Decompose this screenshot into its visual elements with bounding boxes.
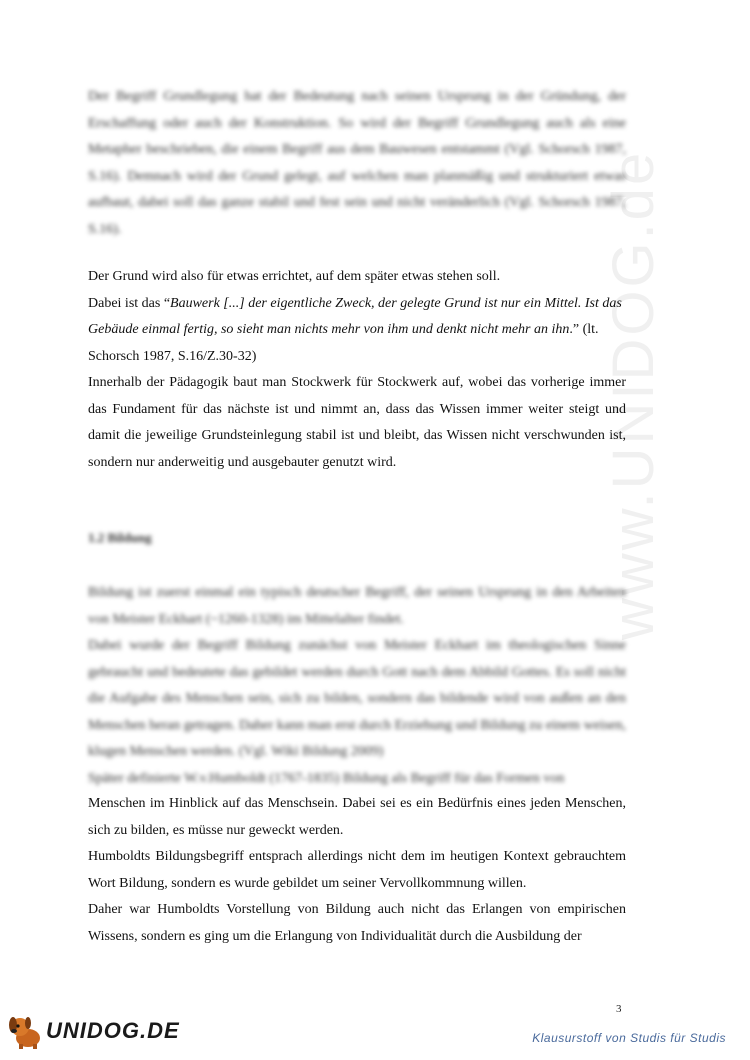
tagline: Klausurstoff von Studis für Studis — [532, 1031, 726, 1045]
unidog-logo[interactable] — [6, 1012, 180, 1050]
humboldt-paragraph: Humboldts Bildungsbegriff entsprach allerdings nicht dem im heutigen Kontext gebrauchtem Wort Bildung, sondern es wurde gebildet um seiner Vervollkommnung willen. — [88, 849, 626, 891]
blurred-section — [88, 580, 626, 792]
quote-citation: .” (lt. Schorsch 1987, S.16/Z.30-32) — [88, 322, 599, 364]
quote-intro: Dabei ist das “ — [88, 295, 171, 311]
grund-paragraph — [88, 264, 626, 370]
blurred-section-paragraph: Später definierte W.v.Humboldt (1767-1835) Bildung als Begriff für das Formen von — [88, 770, 565, 786]
humboldt-section — [88, 791, 626, 950]
section-heading: 1.2 Bildung — [88, 530, 152, 545]
blurred-section-paragraph: Dabei wurde der Begriff Bildung zunächst von Meister Eckhart im theologischen Sinne gebraucht und bedeutete das gebildet werden durch Gott nach dem Abbild Gottes. Es soll nicht die Aufgabe des Menschen sein, sich zu bilden, sondern das bildende wird von außen an den Menschen heran getragen. Daher kann man erst durch Erziehung und Bildung zu einem weisen, klugen Menschen werden. (Vgl. Wiki Bildung 2009) — [88, 638, 626, 759]
blurred-section-paragraph: Bildung ist zuerst einmal ein typisch deutscher Begriff, der seinen Ursprung in den Arbeiten von Meister Eckhart (~1260-1328) im Mittelalter findet. — [88, 585, 626, 627]
grund-sentence: Der Grund wird also für etwas errichtet, auf dem später etwas stehen soll. — [88, 269, 501, 284]
humboldt-paragraph: Daher war Humboldts Vorstellung von Bildung auch nicht das Erlangen von empirischen Wissens, sondern es ging um die Erlangung von Individualität durch die Ausbildung der — [88, 902, 626, 944]
schorsch-quote: Bauwerk [...] der eigentliche Zweck, der gelegte Grund ist nur ein Mittel. Ist das Gebäude einmal fertig, so sieht man nichts mehr von ihm und denkt nicht mehr an ihn — [88, 295, 622, 337]
humboldt-paragraph: Menschen im Hinblick auf das Menschsein. Dabei sei es ein Bedürfnis eines jeden Menschen, sich zu bilden, es müsse nur geweckt werden. — [88, 796, 626, 838]
page-number: 3 — [616, 1003, 622, 1015]
dog-icon — [6, 1012, 46, 1050]
paedagogik-paragraph: Innerhalb der Pädagogik baut man Stockwerk für Stockwerk auf, wobei das vorherige immer das Fundament für das nächste ist und nimmt an, dass das Wissen immer weiter steigt und damit die jeweilige Grundsteinlegung stabil ist und bleibt, das Wissen nicht verschwunden ist, sondern nur anderweitig und ausgebauter genutzt wird. — [88, 375, 626, 470]
logo-text: UNIDOG.DE — [46, 1018, 180, 1043]
blurred-intro-paragraph: Der Begriff Grundlegung hat der Bedeutung nach seinen Ursprung in der Gründung, der Erschaffung oder auch der Konstruktion. So wird der Begriff Grundlegung auch als eine Metapher beschrieben, die einem Begriff aus dem Bauwesen entstammt (Vgl. Schorsch 1987, S.16). Demnach wird der Grund gelegt, auf welchen man planmäßig und strukturiert etwas aufbaut, dabei soll das ganze stabil und fest sein und nicht veränderlich (Vgl. Schorsch 1987, S.16). — [88, 89, 626, 237]
watermark: www.UNIDOG.de — [601, 149, 666, 640]
